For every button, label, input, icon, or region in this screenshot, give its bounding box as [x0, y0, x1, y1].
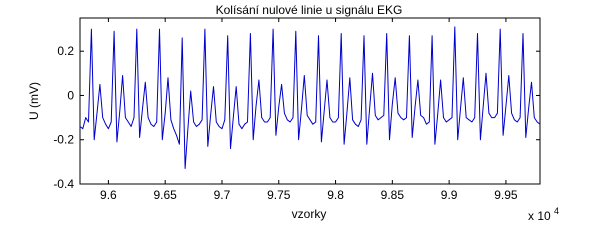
y-tick-label: 0.2: [57, 44, 74, 59]
y-tick-label: -0.4: [53, 177, 74, 191]
x-tick-label: 9.8: [327, 188, 344, 202]
y-tick-label: -0.2: [53, 132, 74, 147]
x-axis-multiplier-base: x 10: [528, 209, 551, 223]
y-tick-label: 0: [67, 88, 74, 103]
plot-area: [80, 18, 540, 184]
x-tick-label: 9.75: [267, 188, 291, 202]
x-tick-label: 9.9: [440, 188, 458, 202]
x-tick-label: 9.95: [494, 188, 518, 202]
x-axis-label: vzorky: [291, 207, 327, 221]
x-tick-label: 9.85: [380, 188, 405, 202]
x-tick-label: 9.65: [153, 188, 177, 202]
x-axis-multiplier-exponent: 4: [554, 206, 560, 216]
x-tick-label: 9.6: [100, 188, 117, 202]
y-axis-label: U (mV): [27, 82, 41, 120]
x-tick-label: 9.7: [213, 188, 231, 202]
chart-title: Kolísání nulové linie u signálu EKG: [215, 3, 403, 17]
